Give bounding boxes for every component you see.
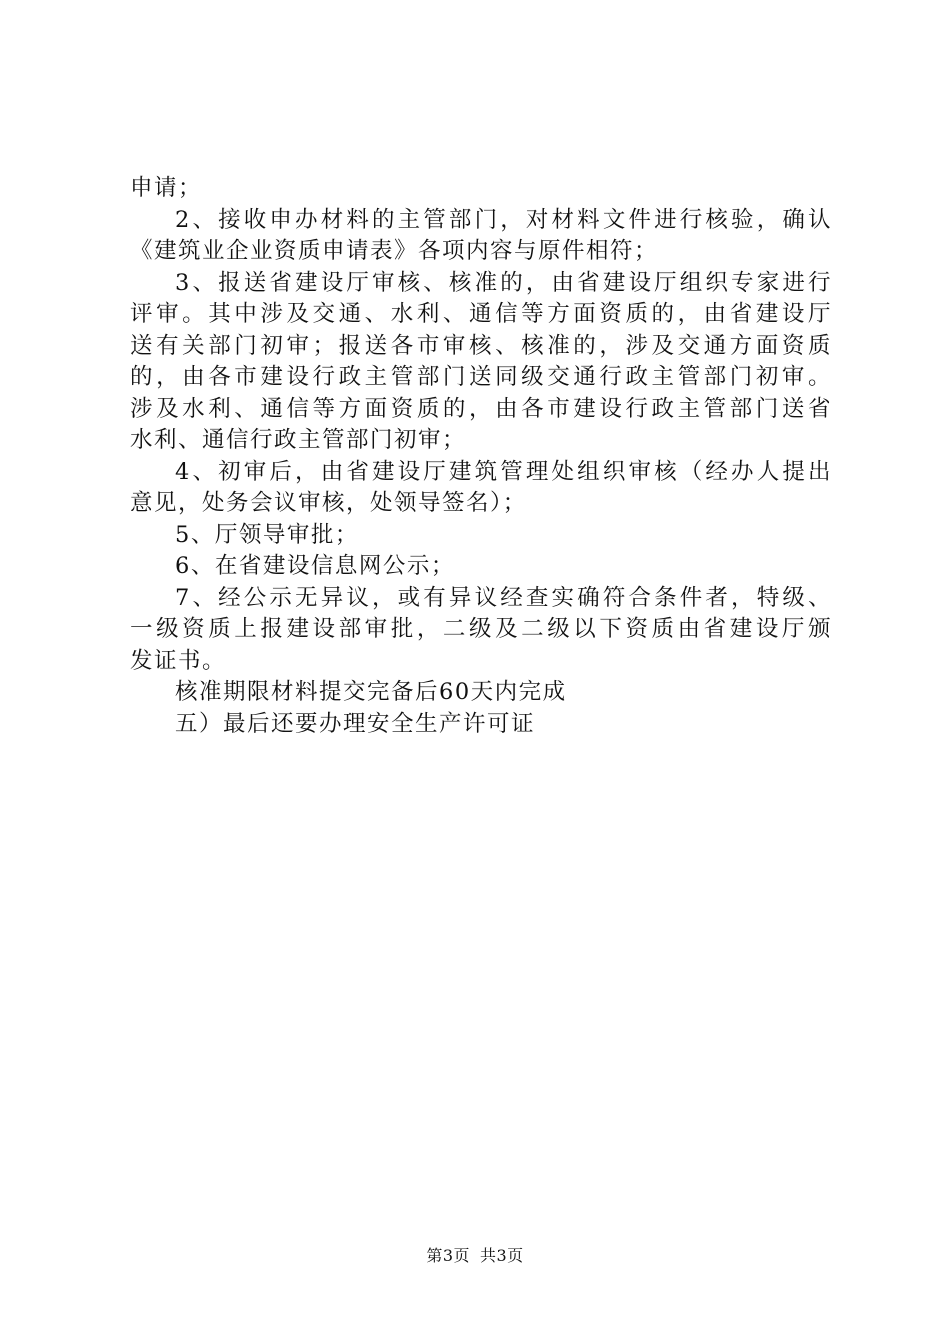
- text-line: 2、接收申办材料的主管部门，对材料文件进行核验，确认: [175, 206, 832, 233]
- text-line: 3、报送省建设厅审核、核准的，由省建设厅组织专家进行: [175, 269, 832, 296]
- text-line: 《建筑业企业资质申请表》各项内容与原件相符；: [130, 238, 659, 264]
- text-line: 评审。其中涉及交通、水利、通信等方面资质的，由省建设厅: [130, 301, 832, 327]
- text-line: 7、经公示无异议，或有异议经查实确符合条件者，特级、: [175, 584, 832, 611]
- text-line: 5、厅领导审批；: [175, 521, 359, 548]
- document-body: [130, 173, 832, 740]
- page-number-current: 第3页: [426, 1246, 470, 1265]
- text-line: 送有关部门初审；报送各市审核、核准的，涉及交通方面资质: [130, 332, 832, 359]
- text-line: 涉及水利、通信等方面资质的，由各市建设行政主管部门送省: [130, 395, 832, 422]
- text-line: 一级资质上报建设部审批，二级及二级以下资质由省建设厅颁: [130, 616, 832, 642]
- text-line: 水利、通信行政主管部门初审；: [130, 427, 467, 453]
- text-line: 发证书。: [130, 647, 227, 674]
- text-line: 6、在省建设信息网公示；: [175, 553, 455, 579]
- text-line: 五）最后还要办理安全生产许可证: [175, 710, 536, 737]
- text-line: 核准期限材料提交完备后60天内完成: [175, 679, 567, 705]
- text-line: 4、初审后，由省建设厅建筑管理处组织审核（经办人提出: [175, 458, 832, 485]
- page-footer: [0, 1243, 950, 1266]
- text-line: 意见，处务会议审核，处领导签名）；: [130, 490, 527, 516]
- text-line: 申请；: [130, 175, 203, 201]
- page-number-total: 共3页: [480, 1246, 524, 1265]
- text-line: 的，由各市建设行政主管部门送同级交通行政主管部门初审。: [130, 364, 832, 390]
